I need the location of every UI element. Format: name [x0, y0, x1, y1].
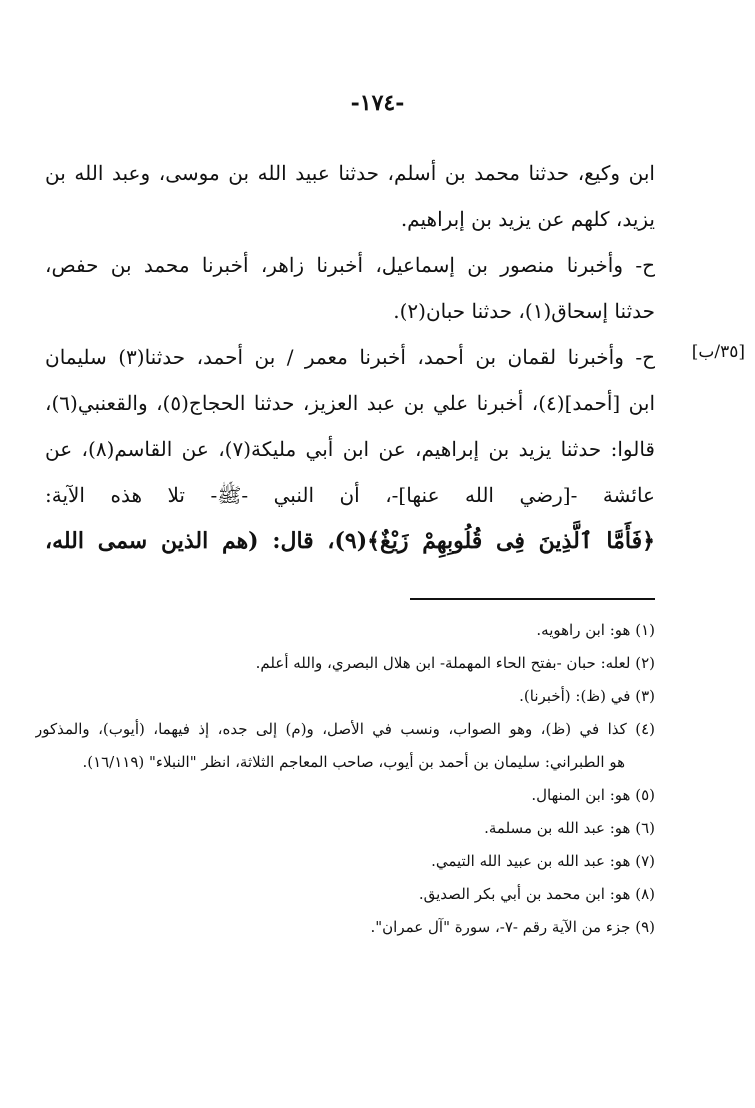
footnote: (٩) جزء من الآية رقم -٧-، سورة "آل عمران". — [370, 918, 655, 936]
body-line: عائشة -[رضي الله عنها]-، أن النبي -ﷺ- تلا هذه الآية: — [45, 483, 655, 507]
footnote-separator — [410, 598, 655, 600]
footnote: (٨) هو: ابن محمد بن أبي بكر الصديق. — [418, 885, 655, 903]
manuscript-folio-marker: [٣٥/ب] — [691, 342, 745, 362]
footnote: (٥) هو: ابن المنهال. — [531, 786, 655, 804]
body-line: حدثنا إسحاق(١)، حدثنا حبان(٢). — [393, 299, 655, 323]
footnote: (٢) لعله: حبان -بفتح الحاء المهملة- ابن هلال البصري، والله أعلم. — [255, 654, 655, 672]
body-line: يزيد، كلهم عن يزيد بن إبراهيم. — [400, 207, 655, 231]
footnote: (٧) هو: عبد الله بن عبيد الله التيمي. — [431, 852, 655, 870]
footnote: (١) هو: ابن راهويه. — [536, 621, 655, 639]
footnote-continuation: هو الطبراني: سليمان بن أحمد بن أيوب، صاحب المعاجم الثلاثة، انظر "النبلاء" (١٦/١١٩). — [82, 753, 625, 771]
body-line: ابن وكيع، حدثنا محمد بن أسلم، حدثنا عبيد الله بن موسى، وعبد الله بن — [45, 161, 655, 185]
body-line: ابن [أحمد](٤)، أخبرنا علي بن عبد العزيز، حدثنا الحجاج(٥)، والقعنبي(٦)، — [45, 391, 655, 415]
footnotes-block — [35, 614, 655, 944]
main-text-block — [45, 150, 655, 564]
body-line: ح- وأخبرنا لقمان بن أحمد، أخبرنا معمر / بن أحمد، حدثنا(٣) سليمان — [45, 345, 655, 369]
page-number: -١٧٤- — [350, 90, 405, 116]
body-line: قالوا: حدثنا يزيد بن إبراهيم، عن ابن أبي مليكة(٧)، عن القاسم(٨)، عن — [45, 437, 655, 461]
footnote: (٦) هو: عبد الله بن مسلمة. — [484, 819, 655, 837]
footnote: (٤) كذا في (ظ)، وهو الصواب، ونسب في الأصل، و(م) إلى جده، إذ فيهما، (أيوب)، والمذكور — [35, 720, 655, 738]
quran-verse-line: ﴿فَأَمَّا ٱلَّذِينَ فِى قُلُوبِهِمْ زَيْغٌ﴾(٩)، قال: (هم الذين سمى الله، — [45, 528, 655, 554]
body-line: ح- وأخبرنا منصور بن إسماعيل، أخبرنا زاهر، أخبرنا محمد بن حفص، — [45, 253, 655, 277]
footnote: (٣) في (ظ): (أخبرنا). — [519, 687, 655, 705]
